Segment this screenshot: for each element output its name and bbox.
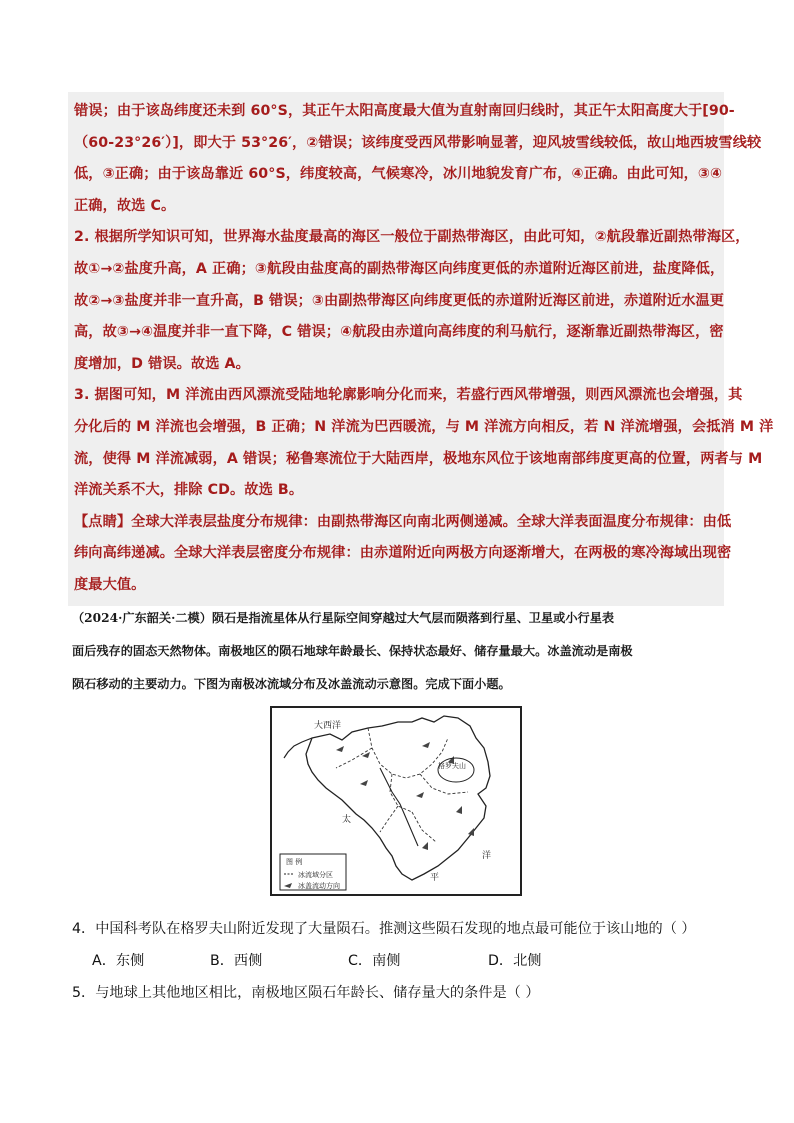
label-tai: 太: [342, 815, 352, 825]
answer-line: 【点睛】全球大洋表层盐度分布规律：由副热带海区向南北两侧递减。全球大洋表面温度分布规律：由低: [74, 513, 732, 530]
q4-option-d[interactable]: D．北侧: [488, 953, 542, 969]
label-grove-mountains: 格罗夫山: [438, 762, 466, 770]
answer-line: 分化后的 M 洋流也会增强，B 正确；N 洋流为巴西暖流，与 M 洋流方向相反，若 N 洋流增强，会抵消 M 洋: [74, 418, 774, 435]
legend-divide-label: 冰流域分区: [298, 871, 333, 879]
answer-line: 度增加，D 错误。故选 A。: [74, 355, 250, 372]
question-4: 4．中国科考队在格罗夫山附近发现了大量陨石。推测这些陨石发现的地点最可能位于该山地的（ ）: [72, 921, 696, 937]
answer-line: 错误；由于该岛纬度还未到 60°S，其正午太阳高度最大值为直射南回归线时，其正午太阳高度大于[90-: [74, 103, 735, 119]
answer-line: 3. 据图可知，M 洋流由西风漂流受陆地轮廓影响分化而来，若盛行西风带增强，则西风漂流也会增强，其: [74, 387, 743, 404]
answer-line: 度最大值。: [74, 576, 146, 593]
answer-line: 正确，故选 C。: [74, 197, 176, 214]
answer-line: 故①→②盐度升高，A 正确；③航段由盐度高的副热带海区向纬度更低的赤道附近海区前进，盐度降低，: [74, 260, 725, 277]
question-5: 5．与地球上其他地区相比，南极地区陨石年龄长、储存量大的条件是（ ）: [72, 985, 540, 1001]
answer-line: 高，故③→④温度并非一直下降，C 错误；④航段由赤道向高纬度的利马航行，逐渐靠近副热带海区，密: [74, 324, 724, 341]
answer-line: （60-23°26′）]，即大于 53°26′，②错误；该纬度受西风带影响显著，迎风坡雪线较低，故山地西坡雪线较: [74, 134, 762, 151]
legend-title: 图 例: [286, 858, 303, 866]
antarctica-ice-flow-map: [270, 706, 522, 896]
answer-line: 低，③正确；由于该岛靠近 60°S，纬度较高，气候寒冷，冰川地貌发育广布，④正确。由此可知，③④: [74, 166, 723, 183]
passage-line: 陨石移动的主要动力。下图为南极冰流域分布及冰盖流动示意图。完成下面小题。: [72, 677, 511, 691]
map-drawing: [272, 708, 520, 894]
q4-option-a[interactable]: A．东侧: [92, 953, 145, 969]
passage-line: （2024·广东韶关·二模）陨石是指流星体从行星际空间穿越过大气层而陨落到行星、卫星或小行星表: [72, 611, 615, 625]
answer-line: 洋流关系不大，排除 CD。故选 B。: [74, 482, 304, 499]
answer-line: 纬向高纬递减。全球大洋表层密度分布规律：由赤道附近向两极方向逐渐增大，在两极的寒冷海域出现密: [74, 545, 732, 562]
label-atlantic: 大西洋: [314, 721, 342, 731]
answer-explanation-box: [68, 92, 774, 606]
passage-line: 面后残存的固态天然物体。南极地区的陨石地球年龄最长、保持状态最好、储存量最大。冰盖流动是南极: [72, 644, 633, 658]
legend-flow-label: 冰盖流动方向: [298, 882, 340, 890]
q4-option-c[interactable]: C．南侧: [348, 953, 401, 969]
label-ping: 平: [430, 873, 440, 883]
label-yang: 洋: [482, 851, 492, 861]
answer-line: 故②→③盐度并非一直升高，B 错误；③由副热带海区向纬度更低的赤道附近海区前进，赤道附近水温更: [74, 292, 725, 309]
answer-line: 2. 根据所学知识可知，世界海水盐度最高的海区一般位于副热带海区，由此可知，②航段靠近副热带海区，: [74, 229, 750, 246]
q4-option-b[interactable]: B．西侧: [210, 953, 263, 969]
answer-line: 流，使得 M 洋流减弱，A 错误；秘鲁寒流位于大陆西岸，极地东风位于该地南部纬度更高的位置，两者与 M: [74, 450, 763, 467]
